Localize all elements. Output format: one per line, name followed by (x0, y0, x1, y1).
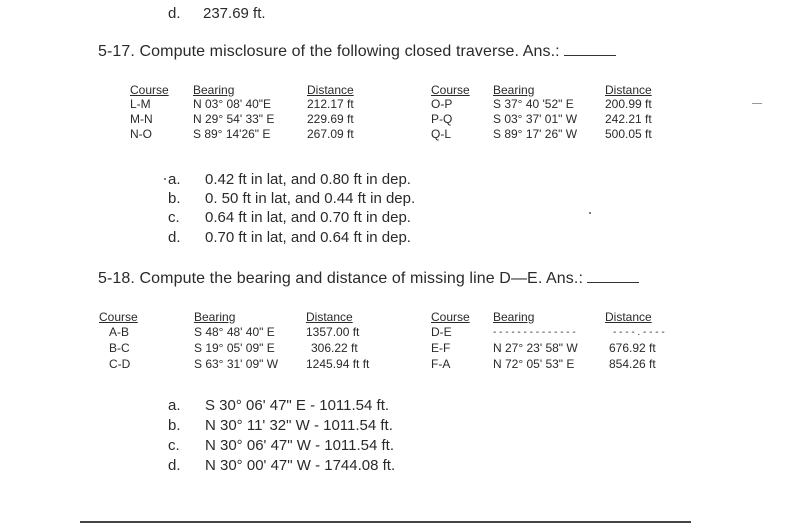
choice-letter: d. (168, 229, 181, 246)
header-course: Course (431, 83, 470, 97)
table-5-18-right (431, 310, 681, 372)
prev-choice-letter: d. (168, 5, 181, 22)
header-distance: Distance (605, 310, 652, 324)
choice-text: 0. 50 ft in lat, and 0.44 ft in dep. (205, 190, 416, 207)
table-cell: 212.17 ft (307, 97, 354, 111)
choice-letter: c. (168, 209, 180, 226)
table-cell: S 19° 05' 09" E (194, 341, 275, 355)
table-5-17-right (431, 83, 681, 145)
table-cell: Q-L (431, 127, 452, 141)
question-5-18 (98, 268, 639, 288)
header-course: Course (431, 310, 470, 324)
table-cell: 854.26 ft (609, 357, 656, 371)
choice-text: N 30° 11' 32" W - 1011.54 ft. (205, 417, 393, 434)
header-course: Course (99, 310, 138, 324)
table-cell: P-Q (431, 112, 453, 126)
table-cell: 1357.00 ft (306, 325, 360, 339)
table-cell: S 63° 31' 09" W (194, 357, 279, 371)
table-cell: N 29° 54' 33" E (193, 112, 275, 126)
header-bearing: Bearing (493, 83, 535, 97)
question-5-18-text: 5-18. Compute the bearing and distance of missing line D—E. Ans.: (98, 270, 583, 287)
question-5-17-text: 5-17. Compute misclosure of the following closed traverse. Ans.: (98, 43, 560, 60)
header-bearing: Bearing (493, 310, 535, 324)
choice-letter: d. (168, 457, 181, 474)
scan-speck (164, 178, 166, 180)
choice-text: N 30° 06' 47" W - 1011.54 ft. (205, 437, 395, 454)
choice-letter: a. (168, 171, 181, 188)
choice-letter: a. (168, 397, 181, 414)
question-5-17 (98, 41, 616, 61)
table-cell: N 72° 05' 53" E (493, 357, 575, 371)
header-distance: Distance (306, 310, 353, 324)
table-5-18-left (99, 310, 399, 372)
choice-text: 0.42 ft in lat, and 0.80 ft in dep. (205, 171, 411, 188)
table-cell: O-P (431, 97, 453, 111)
choice-text: 0.70 ft in lat, and 0.64 ft in dep. (205, 229, 411, 246)
table-cell: M-N (130, 112, 153, 126)
table-cell: E-F (431, 341, 451, 355)
answer-blank-5-18 (587, 268, 639, 283)
table-cell: N 03° 08' 40"E (193, 97, 272, 111)
table-cell: S 48° 48' 40" E (194, 325, 275, 339)
table-cell: 500.05 ft (605, 127, 652, 141)
table-cell: A-B (109, 325, 130, 339)
prev-choice-text: 237.69 ft. (203, 5, 266, 22)
table-5-17-left (130, 83, 410, 145)
table-cell: S 89° 17' 26" W (493, 127, 578, 141)
choice-letter: b. (168, 417, 181, 434)
table-cell: S 37° 40 '52" E (493, 97, 574, 111)
table-cell: 242.21 ft (605, 112, 652, 126)
choice-letter: c. (168, 437, 180, 454)
footer-rule (80, 521, 691, 523)
table-cell: C-D (109, 357, 131, 371)
answer-blank-5-17 (564, 41, 616, 56)
table-cell: 267.09 ft (307, 127, 354, 141)
table-cell: L-M (130, 97, 151, 111)
table-cell: 200.99 ft (605, 97, 652, 111)
table-cell: 1245.94 ft ft (306, 357, 370, 371)
header-bearing: Bearing (193, 83, 235, 97)
table-cell: N-O (130, 127, 152, 141)
header-distance: Distance (307, 83, 354, 97)
choice-text: S 30° 06' 47" E - 1011.54 ft. (205, 397, 390, 414)
choice-text: 0.64 ft in lat, and 0.70 ft in dep. (205, 209, 411, 226)
scan-speck (589, 212, 591, 214)
table-cell: 676.92 ft (609, 341, 656, 355)
table-cell: S 89° 14'26" E (193, 127, 271, 141)
table-cell: B-C (109, 341, 130, 355)
table-cell: 306.22 ft (311, 341, 358, 355)
table-cell: - - - - . - - - - (613, 327, 665, 338)
scan-mark (752, 103, 762, 104)
header-bearing: Bearing (194, 310, 236, 324)
table-cell: - - - - - - - - - - - - - - (493, 327, 576, 338)
header-course: Course (130, 83, 169, 97)
choice-text: N 30° 00' 47" W - 1744.08 ft. (205, 457, 396, 474)
table-cell: S 03° 37' 01" W (493, 112, 578, 126)
table-cell: D-E (431, 325, 452, 339)
table-cell: N 27° 23' 58" W (493, 341, 578, 355)
choice-letter: b. (168, 190, 181, 207)
table-cell: 229.69 ft (307, 112, 354, 126)
header-distance: Distance (605, 83, 652, 97)
table-cell: F-A (431, 357, 451, 371)
